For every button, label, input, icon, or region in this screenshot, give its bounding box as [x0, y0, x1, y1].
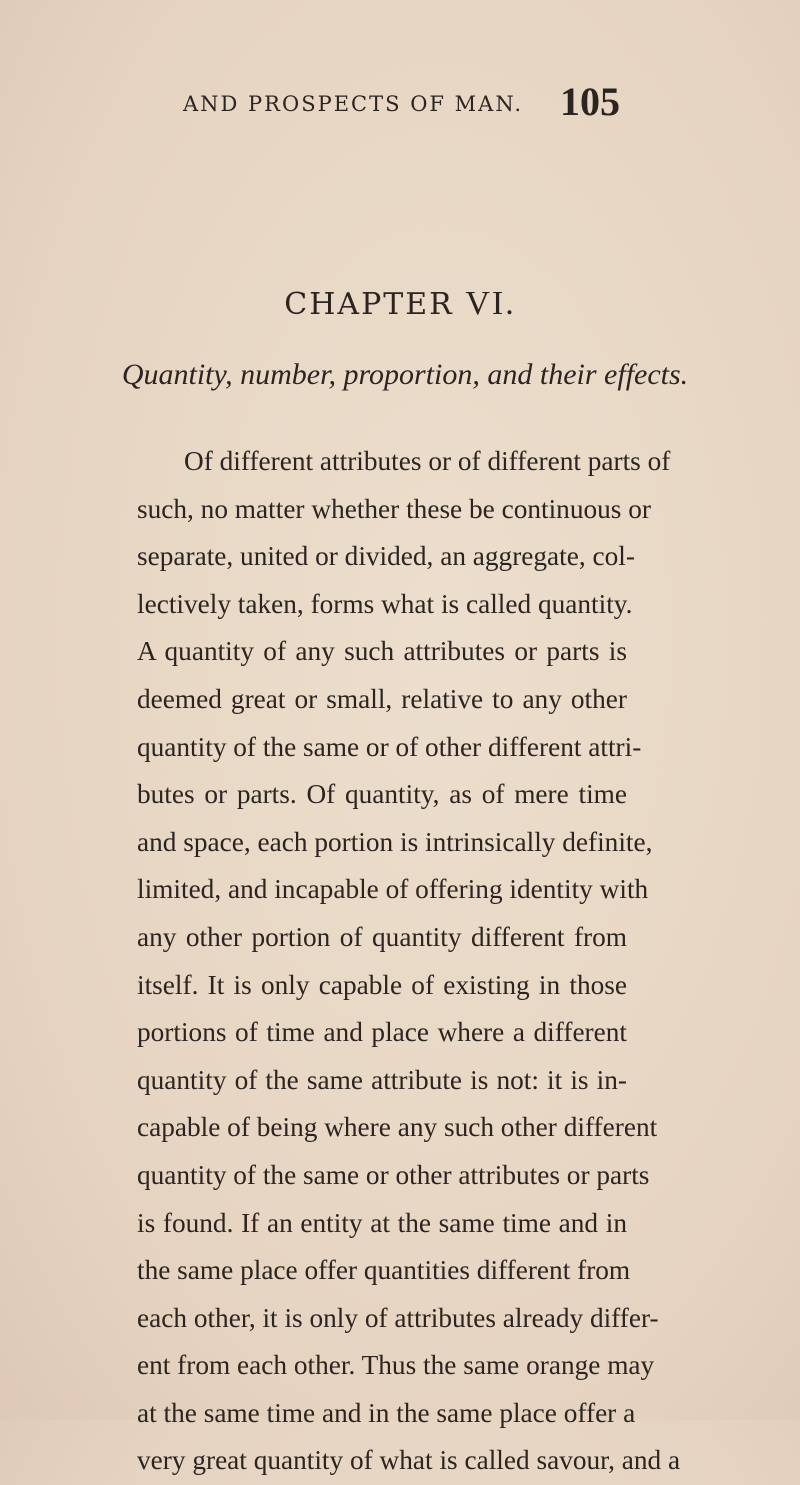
running-title: AND PROSPECTS OF MAN. — [183, 92, 524, 116]
text-line: ent from each other. Thus the same orange may — [137, 1350, 655, 1381]
text-line: lectively taken, forms what is called quantity. — [137, 588, 633, 619]
text-line: portions of time and place where a different — [137, 1017, 627, 1048]
chapter-label: CHAPTER — [284, 287, 454, 322]
running-head — [0, 78, 800, 124]
text-line: capable of being where any such other different — [137, 1112, 658, 1143]
text-line: quantity of the same or of other different attri- — [137, 731, 642, 762]
text-line: deemed great or small, relative to any other — [137, 683, 627, 714]
body-paragraph — [137, 438, 681, 1485]
text-line: is found. If an entity at the same time and in — [137, 1207, 627, 1238]
text-line: itself. It is only capable of existing in those — [137, 969, 627, 1000]
text-line: limited, and incapable of offering identity with — [137, 874, 649, 905]
text-line: and space, each portion is intrinsically definite, — [137, 826, 653, 857]
text-line: very great quantity of what is called savour, and a — [137, 1445, 681, 1476]
text-line: A quantity of any such attributes or parts is — [137, 636, 627, 667]
text-line: separate, united or divided, an aggregate, col- — [137, 541, 635, 572]
chapter-subtitle: Quantity, number, proportion, and their effects. — [121, 358, 689, 391]
text-line: any other portion of quantity different from — [137, 921, 627, 952]
text-line: quantity of the same attribute is not: it is in- — [137, 1064, 627, 1095]
page-number: 105 — [560, 79, 620, 124]
text-line: at the same time and in the same place offer a — [137, 1397, 636, 1428]
text-line: quantity of the same or other attributes or parts — [137, 1159, 650, 1190]
chapter-number: VI. — [465, 285, 516, 322]
text-line: Of different attributes or of different parts of — [184, 446, 671, 476]
text-line: such, no matter whether these be continuous or — [137, 493, 651, 524]
text-line: the same place offer quantities different from — [137, 1255, 631, 1286]
text-line: each other, it is only of attributes already differ- — [137, 1302, 659, 1333]
chapter-heading — [0, 285, 800, 323]
text-line: butes or parts. Of quantity, as of mere time — [137, 779, 627, 810]
